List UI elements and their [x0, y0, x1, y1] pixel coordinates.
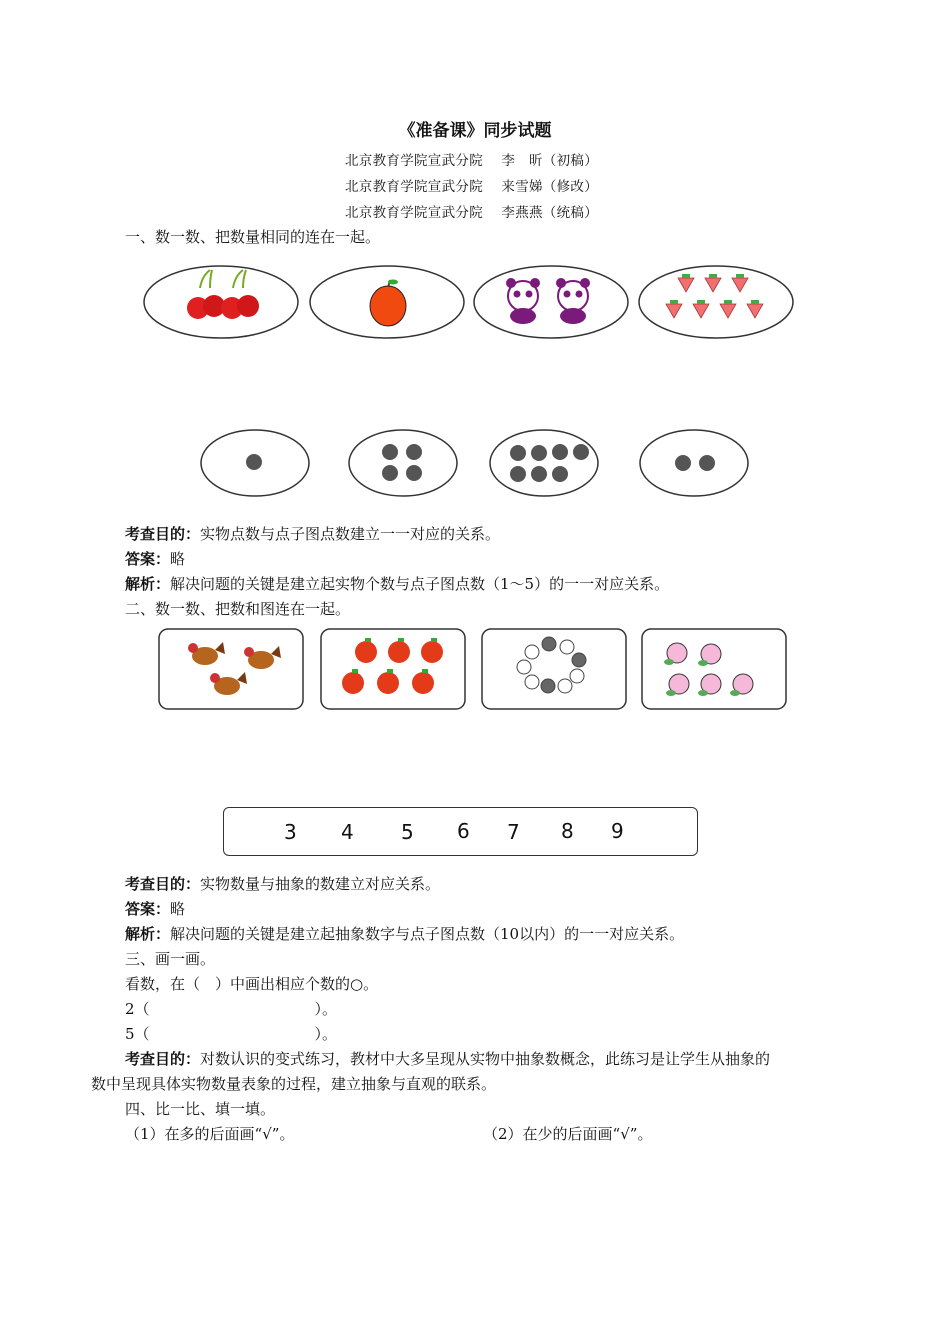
- section1-objective: 考查目的：实物点数与点子图点数建立一一对应的关系。: [125, 525, 501, 543]
- section3-objective: 考查目的：对数认识的变式练习，教材中大多呈现从实物中抽象数概念，此练习是让学生从抽象的: [125, 1050, 771, 1068]
- section4-sub2: （2）在少的后面画“√”。: [483, 1125, 653, 1143]
- section2-analysis: 解析：解决问题的关键是建立起抽象数字与点子图点数（10以内）的一一对应关系。: [125, 925, 685, 943]
- strawberry-icon: [666, 278, 763, 318]
- section2-heading: 二、数一数、把数和图连在一起。: [125, 600, 351, 618]
- dot-oval-4: [349, 430, 457, 496]
- draw-line-2: 2（ ）。: [125, 1000, 338, 1018]
- author-line: 北京教育学院宣武分院 李燕燕（统稿）: [345, 205, 598, 221]
- author-line: 北京教育学院宣武分院 来雪娣（修改）: [345, 179, 598, 195]
- draw-line-5: 5（ ）。: [125, 1025, 338, 1043]
- apple-icon: [342, 641, 443, 694]
- number-3: 3: [284, 820, 297, 844]
- dot-oval-2: [640, 430, 748, 496]
- peach-box: [642, 629, 786, 709]
- number-card: [223, 807, 698, 856]
- panda-oval: [474, 266, 628, 338]
- number-9: 9: [611, 819, 624, 843]
- rooster-box: [159, 629, 303, 709]
- dot-oval-7: [490, 430, 598, 496]
- section3-instruction: 看数，在（ ）中画出相应个数的○。: [125, 975, 379, 993]
- rooster-icon: [188, 642, 281, 695]
- number-8: 8: [561, 819, 574, 843]
- section4-sub1: （1）在多的后面画“√”。: [125, 1125, 295, 1143]
- section1-answer: 答案：略: [125, 550, 186, 568]
- section2-objective: 考查目的：实物数量与抽象的数建立对应关系。: [125, 875, 441, 893]
- section1-heading: 一、数一数、把数量相同的连在一起。: [125, 228, 381, 246]
- section2-answer: 答案：略: [125, 900, 186, 918]
- cherry-icon: [187, 270, 225, 319]
- apple-icon: [370, 280, 406, 327]
- section3-objective-cont: 数中呈现具体实物数量表象的过程，建立抽象与直观的联系。: [91, 1075, 497, 1093]
- section1-analysis: 解析：解决问题的关键是建立起实物个数与点子图点数（1～5）的一一对应关系。: [125, 575, 670, 593]
- author-line: 北京教育学院宣武分院 李 昕（初稿）: [345, 153, 598, 169]
- section3-heading: 三、画一画。: [125, 950, 216, 968]
- section4-heading: 四、比一比、填一填。: [125, 1100, 276, 1118]
- number-5: 5: [401, 820, 414, 844]
- number-4: 4: [341, 820, 354, 844]
- peach-icon: [667, 643, 753, 694]
- number-7: 7: [507, 820, 520, 844]
- section2-figure: [155, 626, 795, 716]
- page-title: 《准备课》同步试题: [398, 121, 552, 141]
- cherry-icon: [221, 270, 259, 319]
- panda-icon: [556, 278, 590, 324]
- bead-ring-icon: [517, 637, 586, 693]
- section1-figure: [140, 258, 800, 503]
- panda-icon: [506, 278, 540, 324]
- number-6: 6: [457, 819, 470, 843]
